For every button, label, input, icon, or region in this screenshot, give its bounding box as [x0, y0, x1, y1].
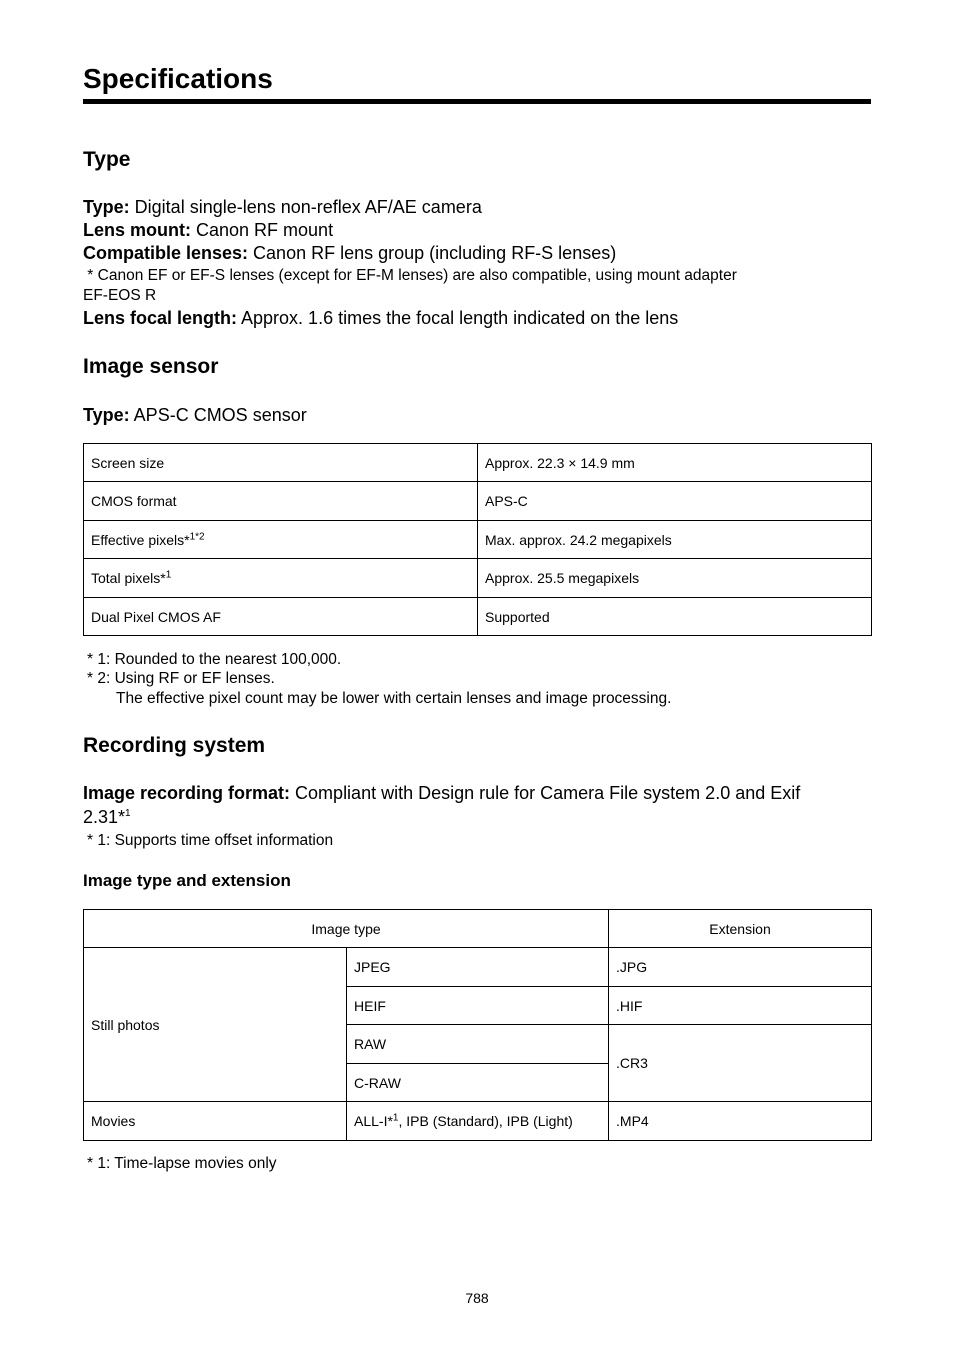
sensor-row-value: Approx. 22.3 × 14.9 mm — [478, 444, 872, 482]
table-row — [84, 598, 872, 636]
movies-cell: Movies — [84, 1102, 347, 1141]
compatible-lenses-label: Compatible lenses: — [83, 243, 249, 263]
sensor-row-label: Dual Pixel CMOS AF — [84, 598, 478, 636]
table-row — [84, 1102, 872, 1141]
movie-format-cell: ALL-I*$^1$, IPB (Standard), IPB (Light) — [347, 1102, 609, 1141]
header-extension: Extension — [609, 910, 872, 948]
header-image-type: Image type — [84, 910, 609, 948]
sensor-note-3: The effective pixel count may be lower with certain lenses and image processing. — [116, 690, 672, 707]
sensor-row-value: Supported — [478, 598, 872, 636]
sensor-row-value: Max. approx. 24.2 megapixels — [478, 521, 872, 559]
recording-format-value: Compliant with Design rule for Camera File system 2.0 and Exif — [290, 783, 801, 803]
table-row — [84, 444, 872, 482]
compatible-note-line1: * Canon EF or EF-S lenses (except for EF-M lenses) are also compatible, using mount adapter — [83, 267, 737, 284]
compatible-lenses-value: Canon RF lens group (including RF-S lenses) — [248, 243, 617, 263]
compatible-note-line2: EF-EOS R — [83, 287, 157, 304]
page-number: 788 — [465, 1290, 489, 1306]
sensor-row-value: Approx. 25.5 megapixels — [478, 559, 872, 598]
heif-cell: HEIF — [347, 987, 609, 1025]
section-heading-recording-system: Recording system — [83, 734, 266, 757]
image-sensor-table — [83, 443, 872, 636]
sensor-note-2: * 2: Using RF or EF lenses. — [87, 670, 275, 687]
sensor-row-label: Screen size — [84, 444, 478, 482]
focal-length-label: Lens focal length: — [83, 308, 238, 328]
focal-length-value: Approx. 1.6 times the focal length indicated on the lens — [237, 308, 679, 328]
image-type-table — [83, 909, 872, 1141]
craw-cell: C-RAW — [347, 1064, 609, 1102]
mp4-ext-cell: .MP4 — [609, 1102, 872, 1141]
sensor-type-line — [83, 404, 307, 427]
recording-format-note: * 1: Supports time offset information — [87, 832, 334, 849]
compatible-lenses-line — [83, 242, 616, 265]
hif-ext-cell: .HIF — [609, 987, 872, 1025]
table-row — [84, 910, 872, 948]
title-rule — [83, 99, 871, 104]
sensor-note-1: * 1: Rounded to the nearest 100,000. — [87, 651, 342, 668]
lens-mount-value: Canon RF mount — [191, 220, 334, 240]
sensor-row-label: Effective pixels*$^{1*2}$ — [84, 521, 478, 559]
section-heading-type: Type — [83, 148, 131, 171]
lens-mount-line — [83, 219, 333, 242]
still-photos-cell: Still photos — [84, 948, 347, 1102]
recording-format-label: Image recording format: — [83, 783, 291, 803]
table-row — [84, 482, 872, 521]
table-row — [84, 948, 872, 987]
table-note: * 1: Time-lapse movies only — [87, 1155, 277, 1172]
sensor-row-label: Total pixels*$^1$ — [84, 559, 478, 598]
sensor-row-value: APS-C — [478, 482, 872, 521]
cr3-ext-cell: .CR3 — [609, 1025, 872, 1102]
lens-mount-label: Lens mount: — [83, 220, 191, 240]
type-label: Type: — [83, 197, 130, 217]
sensor-type-value: APS-C CMOS sensor — [129, 405, 307, 425]
type-line — [83, 196, 482, 219]
jpg-ext-cell: .JPG — [609, 948, 872, 987]
recording-format-line1 — [83, 782, 800, 805]
section-heading-image-sensor: Image sensor — [83, 355, 219, 378]
table-row — [84, 521, 872, 559]
type-value: Digital single-lens non-reflex AF/AE camera — [129, 197, 482, 217]
recording-format-line2: 2.31*$^1$ — [83, 807, 131, 827]
sensor-type-label: Type: — [83, 405, 130, 425]
raw-cell: RAW — [347, 1025, 609, 1064]
page-title: Specifications — [83, 63, 273, 94]
sensor-row-label: CMOS format — [84, 482, 478, 521]
table-row — [84, 559, 872, 598]
subheading-image-type: Image type and extension — [83, 871, 291, 890]
jpeg-cell: JPEG — [347, 948, 609, 987]
focal-length-line — [83, 307, 678, 330]
